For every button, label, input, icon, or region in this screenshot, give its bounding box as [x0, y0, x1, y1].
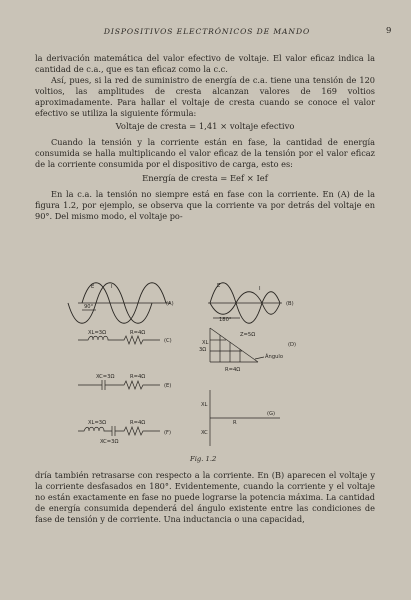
diagram-d-impedance-triangle: [199, 328, 296, 373]
tag-g: (G): [267, 411, 276, 417]
label-xl: XL: [202, 340, 209, 346]
label-xl: XL=3Ω: [88, 330, 107, 336]
label-xc: XC=3Ω: [100, 439, 119, 445]
paragraph: En la c.a. la tensión no siempre está en fase con la corriente. En (A) de la figura 1.2, por ejemplo, se observa que la corriente va por detrás del voltaje en 90°. Del mismo modo, el voltaje po-: [35, 188, 375, 221]
page-number: 9: [386, 26, 392, 36]
label-angle: Ángulo: [265, 354, 284, 360]
diagram-e-rc-circuit: [78, 374, 171, 390]
label-xl: XL: [201, 402, 208, 408]
tag-a: (A): [166, 301, 174, 307]
label-e: E: [217, 283, 221, 289]
formula-peak-voltage: Voltaje de cresta = 1,41 × voltaje efectivo: [115, 121, 295, 132]
paragraph: dría también retrasarse con respecto a la corriente. En (B) aparecen el voltaje y la corriente desfasados en 180°. Evidentemente, cuando la corriente y el voltaje no están exactamente en fase no puede lograrse la potencia máxima. La cantidad de energía consumida dependerá del ángulo existente entre las condiciones de fase de tensión y de corriente. Una inductancia o una capacidad,: [35, 470, 375, 524]
figure-1-2: [60, 278, 360, 468]
label-r: R: [233, 420, 237, 426]
diagram-a-phase-90: [68, 283, 174, 324]
page-header: [0, 27, 411, 41]
figure-drawing: [60, 278, 360, 468]
body-text-top: [35, 53, 375, 222]
label-xl-value: 3Ω: [199, 347, 207, 353]
tag-f: (F): [164, 430, 172, 436]
label-z: Z=5Ω: [240, 332, 256, 338]
label-i: I: [111, 284, 113, 290]
tag-d: (D): [288, 342, 297, 348]
label-xc: XC=3Ω: [96, 374, 115, 380]
label-xl: XL=3Ω: [88, 420, 107, 426]
diagram-b-phase-180: [208, 283, 294, 324]
label-xc: XC: [201, 430, 208, 436]
paragraph: Cuando la tensión y la corriente están en fase, la cantidad de energía consumida se halla multiplicando el valor eficaz de la tensión por el valor eficaz de la corriente consumida por el dispositivo de carga, esto es:: [35, 137, 375, 170]
formula-peak-energy: Energía de cresta = Eef × Ief: [142, 173, 268, 184]
label-i: I: [259, 286, 261, 292]
angle-180: 180°: [219, 317, 232, 323]
label-r: R=4Ω: [130, 374, 146, 380]
angle-90: 90°: [84, 304, 94, 310]
diagram-g-phasor: [201, 390, 280, 446]
paragraph: Así, pues, si la red de suministro de energía de c.a. tiene una tensión de 120 voltios, las amplitudes de cresta alcanzan valores de 169 voltios aproximadamente. Para hallar el voltaje de cresta cuando se conoce el valor efectivo se utiliza la siguiente fórmula:: [35, 74, 375, 118]
figure-caption: Fig. 1.2: [190, 455, 217, 463]
running-title: DISPOSITIVOS ELECTRÓNICOS DE MANDO: [103, 27, 311, 36]
tag-c: (C): [164, 338, 172, 344]
diagram-c-rl-circuit: [78, 330, 172, 344]
diagram-f-rlc-circuit: [78, 420, 171, 445]
label-r: R=4Ω: [130, 420, 146, 426]
label-r: R=4Ω: [225, 367, 241, 373]
label-e: E: [91, 284, 95, 290]
label-r: R=4Ω: [130, 330, 146, 336]
paragraph: la derivación matemática del valor efectivo de voltaje. El valor eficaz indica la cantidad de c.a., que es tan eficaz como la c.c.: [35, 53, 375, 74]
tag-b: (B): [286, 301, 294, 307]
tag-e: (E): [164, 383, 172, 389]
body-text-bottom: [35, 470, 375, 525]
